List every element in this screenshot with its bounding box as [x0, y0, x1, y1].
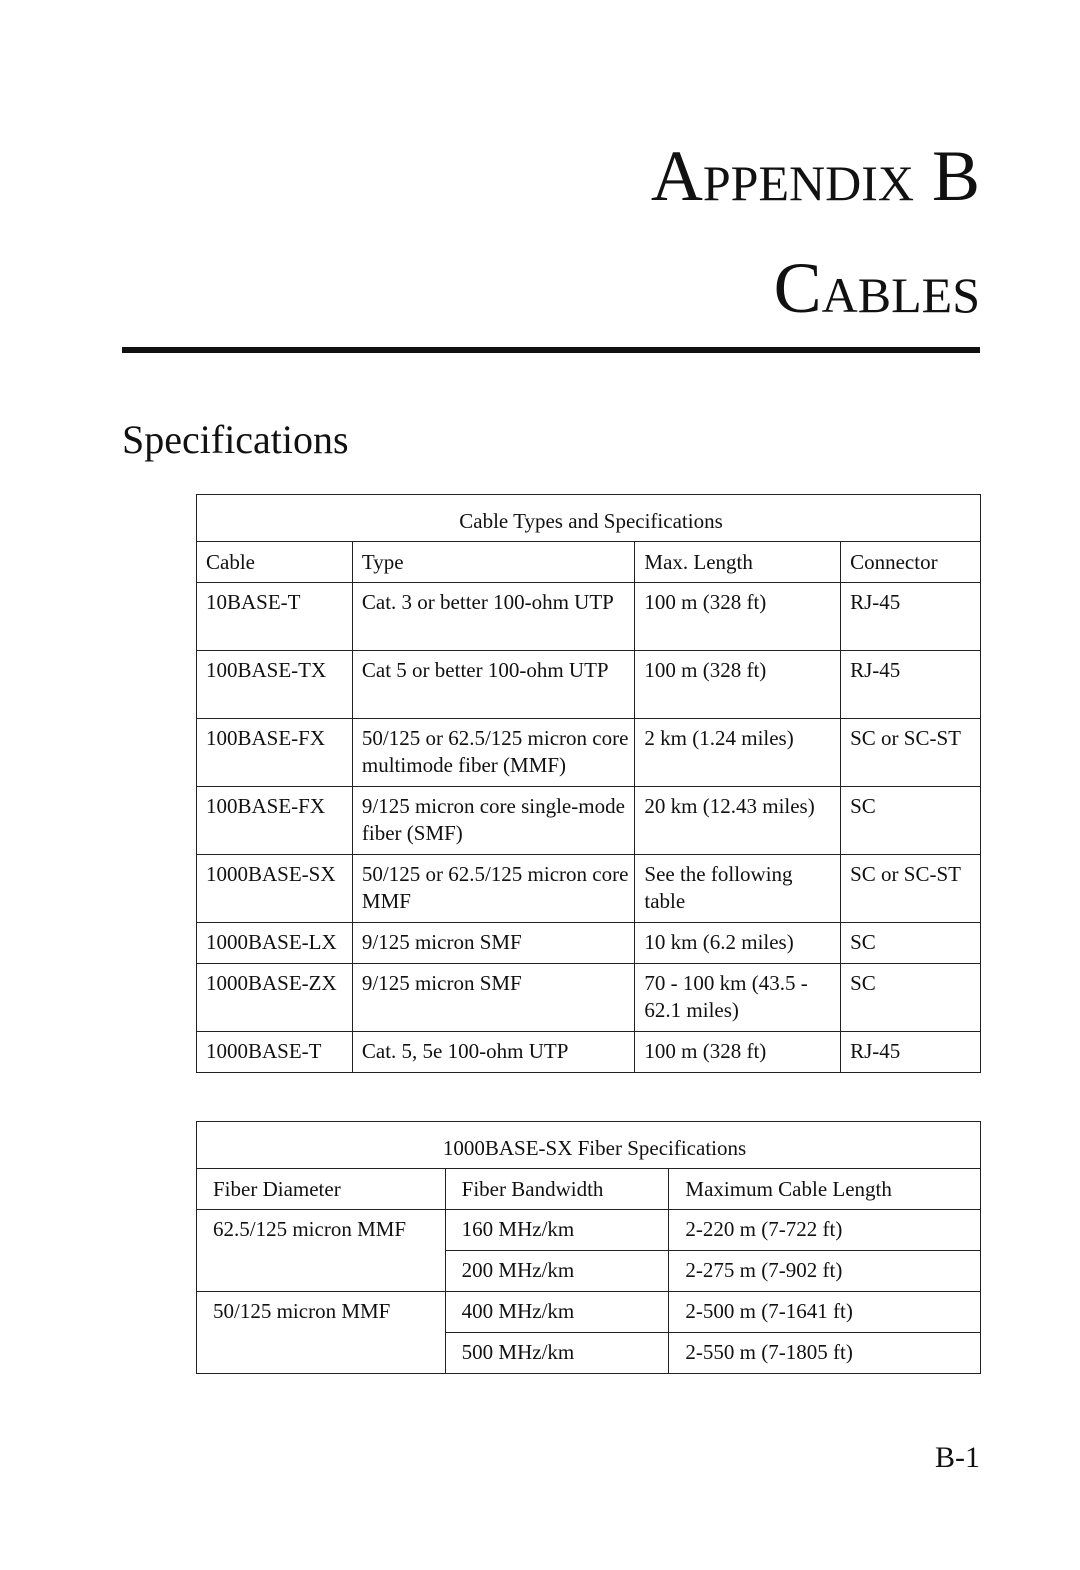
cell-max-length: 20 km (12.43 miles)	[635, 787, 841, 855]
table-row	[197, 923, 981, 964]
table-caption: Cable Types and Specifications	[197, 495, 981, 542]
cell-fiber-bandwidth: 200 MHz/km	[445, 1251, 669, 1292]
cell-fiber-bandwidth: 400 MHz/km	[445, 1292, 669, 1333]
table-row	[197, 964, 981, 1032]
cell-type: 9/125 micron core single-mode fiber (SMF)	[352, 787, 635, 855]
cell-max-cable-length: 2-500 m (7-1641 ft)	[669, 1292, 981, 1333]
table-row	[197, 651, 981, 719]
table-row	[197, 583, 981, 651]
cell-max-length: 10 km (6.2 miles)	[635, 923, 841, 964]
column-header-fiber-bandwidth: Fiber Bandwidth	[445, 1169, 669, 1210]
cell-type: Cat. 3 or better 100-ohm UTP	[352, 583, 635, 651]
cell-type: Cat. 5, 5e 100-ohm UTP	[352, 1032, 635, 1073]
cell-cable: 1000BASE-ZX	[197, 964, 353, 1032]
table-row	[197, 1032, 981, 1073]
column-header-fiber-diameter: Fiber Diameter	[197, 1169, 446, 1210]
cell-max-cable-length: 2-275 m (7-902 ft)	[669, 1251, 981, 1292]
cell-fiber-diameter: 50/125 micron MMF	[197, 1292, 446, 1374]
cell-type: 9/125 micron SMF	[352, 964, 635, 1032]
section-heading: Specifications	[122, 417, 349, 462]
cell-cable: 100BASE-FX	[197, 719, 353, 787]
cell-connector: RJ-45	[841, 583, 981, 651]
cell-cable: 1000BASE-T	[197, 1032, 353, 1073]
cell-connector: SC	[841, 787, 981, 855]
cell-cable: 100BASE-FX	[197, 787, 353, 855]
cell-cable: 1000BASE-LX	[197, 923, 353, 964]
cell-connector: SC	[841, 923, 981, 964]
cell-connector: RJ-45	[841, 651, 981, 719]
cell-connector: SC	[841, 964, 981, 1032]
page-number: B-1	[935, 1441, 980, 1474]
cell-fiber-diameter: 62.5/125 micron MMF	[197, 1210, 446, 1292]
table-row	[197, 1210, 981, 1251]
column-header-maximum-cable-length: Maximum Cable Length	[669, 1169, 981, 1210]
fiber-specifications-table	[196, 1121, 981, 1374]
cell-type: 9/125 micron SMF	[352, 923, 635, 964]
cell-type: 50/125 or 62.5/125 micron core multimode fiber (MMF)	[352, 719, 635, 787]
cell-connector: SC or SC-ST	[841, 855, 981, 923]
cable-types-table	[196, 494, 981, 1073]
cell-connector: SC or SC-ST	[841, 719, 981, 787]
cell-fiber-bandwidth: 500 MHz/km	[445, 1333, 669, 1374]
cell-max-length: See the following table	[635, 855, 841, 923]
cell-max-length: 100 m (328 ft)	[635, 583, 841, 651]
column-header-type: Type	[352, 542, 635, 583]
cell-cable: 100BASE-TX	[197, 651, 353, 719]
table-row	[197, 855, 981, 923]
cell-max-length: 70 - 100 km (43.5 - 62.1 miles)	[635, 964, 841, 1032]
cell-max-length: 100 m (328 ft)	[635, 1032, 841, 1073]
cell-type: 50/125 or 62.5/125 micron core MMF	[352, 855, 635, 923]
table-row	[197, 1292, 981, 1333]
table-row	[197, 719, 981, 787]
column-header-cable: Cable	[197, 542, 353, 583]
cell-cable: 1000BASE-SX	[197, 855, 353, 923]
column-header-connector: Connector	[841, 542, 981, 583]
cell-fiber-bandwidth: 160 MHz/km	[445, 1210, 669, 1251]
cell-max-cable-length: 2-220 m (7-722 ft)	[669, 1210, 981, 1251]
appendix-title: Appendix B	[650, 136, 980, 216]
cell-connector: RJ-45	[841, 1032, 981, 1073]
cell-max-cable-length: 2-550 m (7-1805 ft)	[669, 1333, 981, 1374]
table-caption: 1000BASE-SX Fiber Specifications	[197, 1122, 981, 1169]
cell-type: Cat 5 or better 100-ohm UTP	[352, 651, 635, 719]
appendix-subtitle: Cables	[773, 248, 980, 328]
cell-max-length: 100 m (328 ft)	[635, 651, 841, 719]
title-divider	[122, 347, 980, 353]
table-row	[197, 787, 981, 855]
cell-cable: 10BASE-T	[197, 583, 353, 651]
cell-max-length: 2 km (1.24 miles)	[635, 719, 841, 787]
column-header-max-length: Max. Length	[635, 542, 841, 583]
